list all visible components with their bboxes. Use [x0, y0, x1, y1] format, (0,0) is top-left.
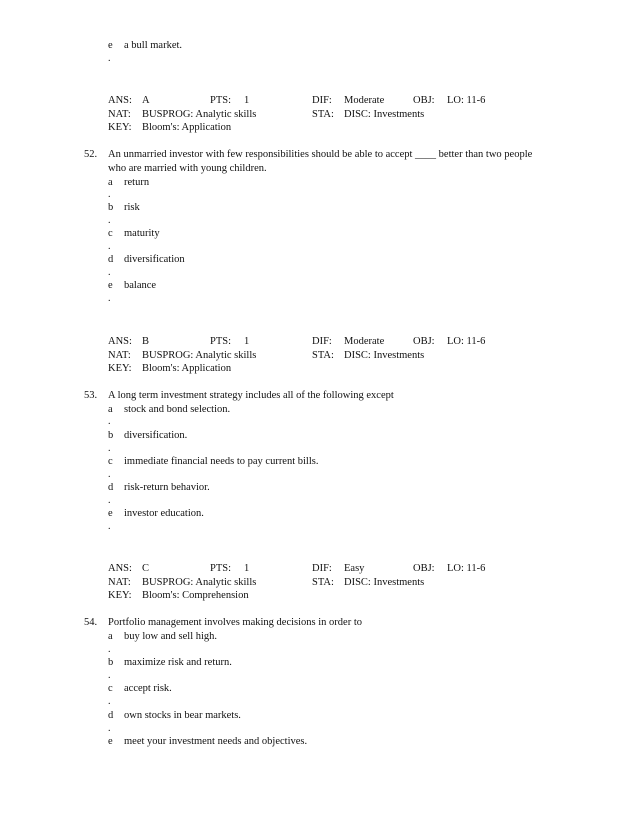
- question-stem: An unmarried investor with few responsibilities should be able to accept ____ better than two people: [108, 149, 533, 160]
- question-number: 54.: [84, 617, 98, 628]
- pts-label: PTS:: [210, 95, 232, 106]
- dif-label: DIF:: [312, 95, 332, 106]
- dif-value: Easy: [344, 563, 365, 574]
- option-text: buy low and sell high.: [124, 631, 218, 642]
- dif-label: DIF:: [312, 563, 332, 574]
- option-letter: d: [108, 482, 114, 493]
- obj-label: OBJ:: [413, 336, 435, 347]
- nat-label: NAT:: [108, 109, 131, 120]
- question-stem-cont: who are married with young children.: [108, 163, 267, 174]
- sta-label: STA:: [312, 350, 334, 361]
- option-letter: c: [108, 456, 113, 467]
- option-period: .: [108, 495, 111, 506]
- sta-label: STA:: [312, 577, 334, 588]
- option-period: .: [108, 53, 111, 64]
- option-letter: a: [108, 631, 113, 642]
- option-text: diversification.: [124, 430, 188, 441]
- sta-label: STA:: [312, 109, 334, 120]
- ans-value: A: [142, 95, 150, 106]
- pts-label: PTS:: [210, 336, 232, 347]
- question-stem: Portfolio management involves making decisions in order to: [108, 617, 362, 628]
- obj-value: LO: 11-6: [447, 563, 486, 574]
- option-period: .: [108, 267, 111, 278]
- key-value: Bloom's: Comprehension: [142, 590, 249, 601]
- option-letter: b: [108, 430, 114, 441]
- obj-label: OBJ:: [413, 563, 435, 574]
- pts-value: 1: [244, 563, 250, 574]
- nat-value: BUSPROG: Analytic skills: [142, 577, 257, 588]
- option-text: risk: [124, 202, 140, 213]
- option-text: meet your investment needs and objectives.: [124, 736, 308, 747]
- obj-value: LO: 11-6: [447, 95, 486, 106]
- option-letter: d: [108, 710, 114, 721]
- option-text: immediate financial needs to pay current bills.: [124, 456, 319, 467]
- ans-value: B: [142, 336, 150, 347]
- option-letter: a: [108, 177, 113, 188]
- option-period: .: [108, 241, 111, 252]
- dif-label: DIF:: [312, 336, 332, 347]
- option-text: own stocks in bear markets.: [124, 710, 241, 721]
- option-text: accept risk.: [124, 683, 172, 694]
- option-letter: a: [108, 404, 113, 415]
- option-text: maturity: [124, 228, 160, 239]
- option-period: .: [108, 416, 111, 427]
- option-letter: c: [108, 228, 113, 239]
- key-value: Bloom's: Application: [142, 363, 232, 374]
- option-period: .: [108, 469, 111, 480]
- ans-label: ANS:: [108, 95, 132, 106]
- option-text: stock and bond selection.: [124, 404, 231, 415]
- option-period: .: [108, 670, 111, 681]
- dif-value: Moderate: [344, 95, 385, 106]
- ans-label: ANS:: [108, 563, 132, 574]
- option-period: .: [108, 696, 111, 707]
- question-number: 52.: [84, 149, 98, 160]
- ans-value: C: [142, 563, 150, 574]
- option-letter: e: [108, 40, 113, 51]
- option-period: .: [108, 521, 111, 532]
- dif-value: Moderate: [344, 336, 385, 347]
- option-text: investor education.: [124, 508, 204, 519]
- key-value: Bloom's: Application: [142, 122, 232, 133]
- key-label: KEY:: [108, 122, 132, 133]
- key-label: KEY:: [108, 363, 132, 374]
- option-period: .: [108, 443, 111, 454]
- option-letter: e: [108, 736, 113, 747]
- option-letter: d: [108, 254, 114, 265]
- option-letter: b: [108, 657, 114, 668]
- nat-value: BUSPROG: Analytic skills: [142, 109, 257, 120]
- question-stem: A long term investment strategy includes all of the following except: [108, 390, 394, 401]
- sta-value: DISC: Investments: [344, 350, 425, 361]
- option-letter: c: [108, 683, 113, 694]
- nat-label: NAT:: [108, 577, 131, 588]
- option-period: .: [108, 189, 111, 200]
- option-text: diversification: [124, 254, 185, 265]
- pts-value: 1: [244, 336, 250, 347]
- option-period: .: [108, 293, 111, 304]
- option-letter: b: [108, 202, 114, 213]
- key-label: KEY:: [108, 590, 132, 601]
- option-text: balance: [124, 280, 157, 291]
- nat-value: BUSPROG: Analytic skills: [142, 350, 257, 361]
- pts-label: PTS:: [210, 563, 232, 574]
- option-period: .: [108, 215, 111, 226]
- option-text: a bull market.: [124, 40, 183, 51]
- option-text: risk-return behavior.: [124, 482, 210, 493]
- option-letter: e: [108, 280, 113, 291]
- option-period: .: [108, 644, 111, 655]
- option-text: maximize risk and return.: [124, 657, 232, 668]
- question-number: 53.: [84, 390, 98, 401]
- pts-value: 1: [244, 95, 250, 106]
- sta-value: DISC: Investments: [344, 109, 425, 120]
- option-text: return: [124, 177, 150, 188]
- obj-value: LO: 11-6: [447, 336, 486, 347]
- ans-label: ANS:: [108, 336, 132, 347]
- nat-label: NAT:: [108, 350, 131, 361]
- option-period: .: [108, 723, 111, 734]
- option-letter: e: [108, 508, 113, 519]
- obj-label: OBJ:: [413, 95, 435, 106]
- sta-value: DISC: Investments: [344, 577, 425, 588]
